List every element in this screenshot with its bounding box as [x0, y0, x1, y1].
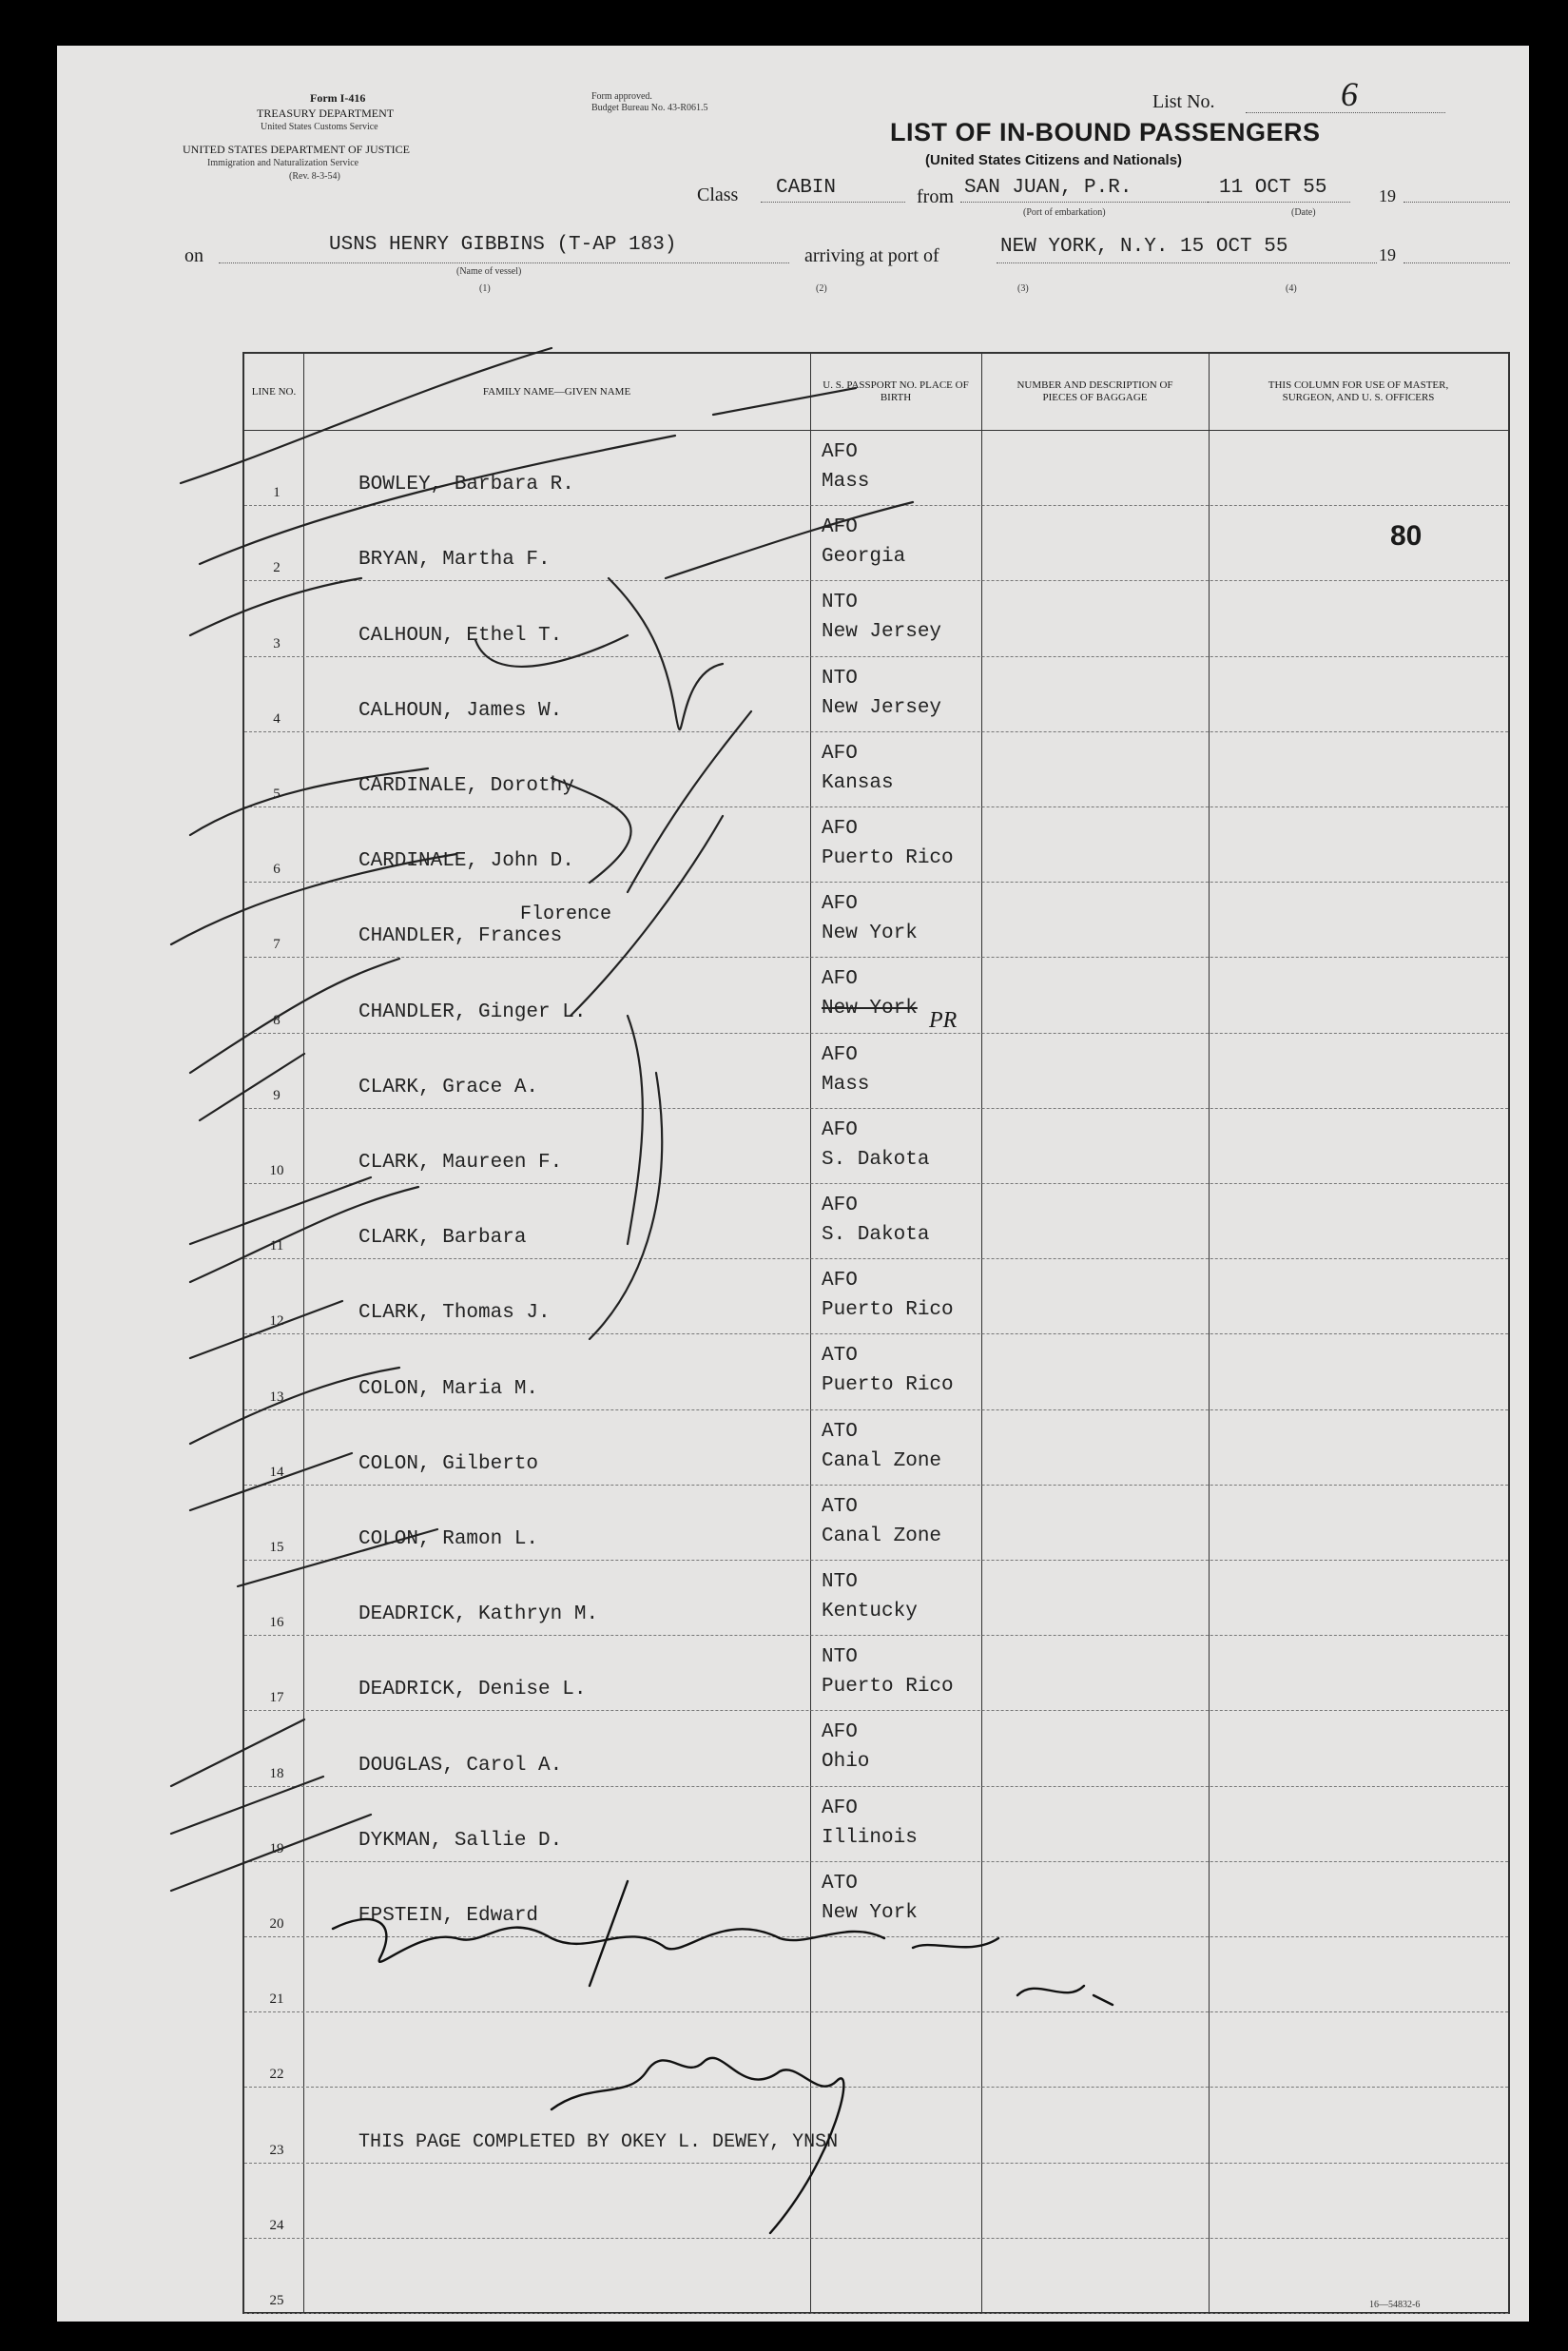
line-number: 25	[269, 2292, 284, 2308]
line-number: 7	[273, 937, 281, 953]
table-row	[244, 2011, 1508, 2088]
place-of-birth: Kansas	[822, 771, 894, 794]
passenger-name: COLON, Maria M.	[358, 1377, 539, 1400]
line-number: 13	[269, 1389, 284, 1405]
immigration-service: Immigration and Naturalization Service	[207, 158, 359, 168]
vessel-caption: (Name of vessel)	[456, 266, 522, 277]
table-row	[244, 430, 1508, 506]
passport-number: AFO	[822, 818, 858, 840]
table-row	[244, 1409, 1508, 1486]
place-of-birth: Puerto Rico	[822, 1299, 954, 1322]
passenger-name: CLARK, Maureen F.	[358, 1151, 563, 1174]
passport-and-birthplace	[822, 1266, 954, 1325]
column-header-passport: U. S. PASSPORT NO. PLACE OF BIRTH	[823, 379, 969, 403]
line-number: 24	[269, 2217, 284, 2233]
passport-and-birthplace	[822, 1116, 929, 1175]
class-line	[761, 202, 905, 203]
line-number: 17	[269, 1690, 284, 1706]
caption-3: (3)	[1017, 283, 1029, 294]
passport-number: ATO	[822, 1872, 858, 1894]
line-number: 12	[269, 1313, 284, 1330]
list-no-value: 6	[1341, 75, 1358, 113]
passport-and-birthplace	[822, 1417, 941, 1476]
line-number: 8	[273, 1012, 281, 1028]
customs-service: United States Customs Service	[261, 122, 378, 132]
treasury-department: TREASURY DEPARTMENT	[257, 107, 395, 120]
year-prefix-2: 19	[1379, 245, 1396, 264]
column-header-baggage: NUMBER AND DESCRIPTION OF PIECES OF BAGGAGE	[1016, 379, 1173, 403]
table-row	[244, 1861, 1508, 1937]
table-row	[244, 1333, 1508, 1409]
department-of-justice: UNITED STATES DEPARTMENT OF JUSTICE	[183, 143, 411, 156]
budget-bureau: Budget Bureau No. 43-R061.5	[591, 103, 708, 113]
passport-number: NTO	[822, 1571, 858, 1593]
table-row	[244, 1033, 1508, 1109]
table-row	[244, 1258, 1508, 1334]
table-row	[244, 1560, 1508, 1636]
passport-number: ATO	[822, 1420, 858, 1443]
passport-and-birthplace	[822, 513, 905, 572]
passport-and-birthplace	[822, 664, 941, 723]
place-of-birth: Illinois	[822, 1826, 918, 1849]
table-row	[244, 882, 1508, 958]
passport-and-birthplace	[822, 739, 894, 798]
list-no-label: List No.	[1152, 91, 1215, 112]
passenger-table	[242, 352, 1510, 2314]
passenger-name: CARDINALE, John D.	[358, 850, 574, 873]
column-header-line: LINE NO.	[251, 385, 297, 398]
handwritten-pr: PR	[929, 1008, 958, 1033]
place-of-birth: New York	[822, 923, 918, 945]
passport-and-birthplace	[822, 964, 918, 1023]
table-row	[244, 1108, 1508, 1184]
table-row	[244, 1710, 1508, 1786]
passport-and-birthplace	[822, 1869, 918, 1928]
table-row	[244, 1635, 1508, 1711]
from-value: SAN JUAN, P.R.	[964, 177, 1132, 199]
passport-and-birthplace	[822, 1642, 954, 1701]
officer-note: 80	[1390, 520, 1423, 552]
passport-number: AFO	[822, 1270, 858, 1292]
passport-and-birthplace	[822, 1718, 869, 1777]
manifest-sheet	[57, 46, 1529, 2322]
place-of-birth: New Jersey	[822, 621, 942, 644]
passport-number: NTO	[822, 667, 858, 690]
revision-date: (Rev. 8-3-54)	[289, 171, 340, 182]
passport-number: AFO	[822, 968, 858, 991]
handwritten-florence: Florence	[520, 903, 612, 925]
table-row	[244, 2163, 1508, 2239]
table-row	[244, 806, 1508, 883]
passenger-name: CALHOUN, James W.	[358, 699, 563, 722]
passenger-name: DYKMAN, Sallie D.	[358, 1829, 563, 1852]
passport-and-birthplace	[822, 1341, 954, 1400]
line-number: 5	[273, 786, 281, 802]
line-number: 6	[273, 862, 281, 878]
passport-and-birthplace	[822, 437, 869, 496]
year-line-2	[1403, 262, 1510, 263]
passport-number: AFO	[822, 516, 858, 539]
passport-and-birthplace	[822, 1492, 941, 1551]
form-number: Form I-416	[310, 91, 366, 105]
arrival-port: NEW YORK, N.Y. 15 OCT 55	[1000, 236, 1288, 258]
passenger-name: CARDINALE, Dorothy	[358, 774, 574, 797]
table-row	[244, 1936, 1508, 2012]
table-row	[244, 505, 1508, 581]
line-number: 4	[273, 710, 281, 727]
table-row	[244, 580, 1508, 656]
table-row	[244, 1183, 1508, 1259]
page-title: LIST OF IN-BOUND PASSENGERS	[890, 118, 1321, 146]
line-number: 2	[273, 560, 281, 576]
table-row	[244, 1786, 1508, 1862]
line-number: 18	[269, 1765, 284, 1781]
place-of-birth: New Jersey	[822, 696, 942, 719]
place-of-birth: Kentucky	[822, 1601, 918, 1622]
date-line	[1208, 202, 1350, 203]
place-of-birth: Canal Zone	[822, 1525, 942, 1547]
vessel-name: USNS HENRY GIBBINS (T-AP 183)	[329, 234, 677, 256]
table-row	[244, 1485, 1508, 1561]
line-number: 21	[269, 1992, 284, 2008]
place-of-birth: S. Dakota	[822, 1148, 930, 1171]
on-label: on	[184, 245, 203, 266]
passport-number: ATO	[822, 1345, 858, 1368]
passport-number: AFO	[822, 742, 858, 765]
passenger-name: CLARK, Thomas J.	[358, 1302, 551, 1325]
passenger-name: EPSTEIN, Edward	[358, 1904, 539, 1927]
passenger-name: CLARK, Grace A.	[358, 1076, 539, 1098]
passenger-name: CALHOUN, Ethel T.	[358, 624, 563, 647]
line-number: 16	[269, 1615, 284, 1631]
table-row	[244, 731, 1508, 807]
passport-number: AFO	[822, 1195, 858, 1216]
passport-number: ATO	[822, 1495, 858, 1518]
passenger-name: CHANDLER, Frances	[358, 925, 563, 948]
caption-2: (2)	[816, 283, 827, 294]
passenger-name: THIS PAGE COMPLETED BY OKEY L. DEWEY, YNSN	[358, 2130, 839, 2153]
line-number: 19	[269, 1840, 284, 1856]
year-prefix-1: 19	[1379, 186, 1396, 205]
passport-and-birthplace	[822, 588, 941, 647]
passenger-name: BOWLEY, Barbara R.	[358, 474, 574, 496]
passport-and-birthplace	[822, 1567, 918, 1626]
passenger-name: CHANDLER, Ginger L.	[358, 1001, 587, 1023]
line-number: 22	[269, 2067, 284, 2083]
passport-number: AFO	[822, 1118, 858, 1141]
line-number: 9	[273, 1087, 281, 1103]
table-row	[244, 656, 1508, 732]
line-number: 14	[269, 1464, 284, 1480]
class-value: CABIN	[776, 177, 837, 199]
place-of-birth: Mass	[822, 1073, 870, 1096]
place-of-birth: Ohio	[822, 1751, 870, 1774]
column-header-officers: THIS COLUMN FOR USE OF MASTER, SURGEON, AND U. S. OFFICERS	[1268, 379, 1449, 403]
footer-code: 16—54832-6	[1369, 2300, 1421, 2310]
arrival-line	[997, 262, 1377, 263]
column-header-name: FAMILY NAME—GIVEN NAME	[482, 385, 631, 398]
line-number: 23	[269, 2142, 284, 2158]
table-row	[244, 957, 1508, 1033]
passport-number: NTO	[822, 1646, 858, 1669]
place-of-birth: Canal Zone	[822, 1449, 942, 1472]
place-of-birth: New York	[822, 1901, 918, 1924]
passenger-name: DEADRICK, Denise L.	[358, 1679, 587, 1701]
place-of-birth: Puerto Rico	[822, 847, 954, 869]
port-embark-caption: (Port of embarkation)	[1023, 207, 1106, 218]
passport-number: AFO	[822, 893, 858, 916]
passenger-name: COLON, Ramon L.	[358, 1527, 539, 1550]
place-of-birth: S. Dakota	[822, 1224, 930, 1246]
date-caption: (Date)	[1291, 207, 1316, 218]
embark-date: 11 OCT 55	[1219, 177, 1327, 199]
from-label: from	[917, 186, 954, 207]
table-row	[244, 2238, 1508, 2314]
passport-and-birthplace	[822, 889, 918, 948]
passenger-name: CLARK, Barbara	[358, 1227, 527, 1250]
passenger-name: DEADRICK, Kathryn M.	[358, 1603, 599, 1626]
form-approved: Form approved.	[591, 91, 652, 102]
passenger-name: COLON, Gilberto	[358, 1452, 539, 1475]
arriving-label: arriving at port of	[804, 245, 939, 266]
passport-and-birthplace	[822, 1191, 929, 1250]
line-number: 20	[269, 1915, 284, 1932]
passport-number: NTO	[822, 592, 858, 614]
line-number: 3	[273, 635, 281, 651]
place-of-birth: Puerto Rico	[822, 1676, 954, 1699]
from-line	[960, 202, 1246, 203]
passport-and-birthplace	[822, 814, 954, 873]
place-of-birth: Georgia	[822, 546, 906, 569]
line-number: 1	[273, 485, 281, 501]
table-row	[244, 2087, 1508, 2163]
place-of-birth: New York	[822, 998, 918, 1020]
passport-number: AFO	[822, 441, 858, 463]
passport-and-birthplace	[822, 1040, 869, 1099]
line-number: 15	[269, 1539, 284, 1555]
class-label: Class	[697, 185, 739, 205]
vessel-line	[219, 262, 789, 263]
passport-number: AFO	[822, 1797, 858, 1819]
line-number: 10	[269, 1162, 284, 1178]
passport-number: AFO	[822, 1043, 858, 1066]
line-number: 11	[269, 1238, 284, 1254]
passenger-name: BRYAN, Martha F.	[358, 549, 551, 572]
place-of-birth: Mass	[822, 471, 870, 493]
year-line-1	[1403, 202, 1510, 203]
caption-4: (4)	[1286, 283, 1297, 294]
passenger-name: DOUGLAS, Carol A.	[358, 1754, 563, 1777]
passport-and-birthplace	[822, 1794, 918, 1853]
passport-number: AFO	[822, 1721, 858, 1744]
place-of-birth: Puerto Rico	[822, 1374, 954, 1397]
caption-1: (1)	[479, 283, 491, 294]
page-subtitle: (United States Citizens and Nationals)	[925, 152, 1183, 168]
